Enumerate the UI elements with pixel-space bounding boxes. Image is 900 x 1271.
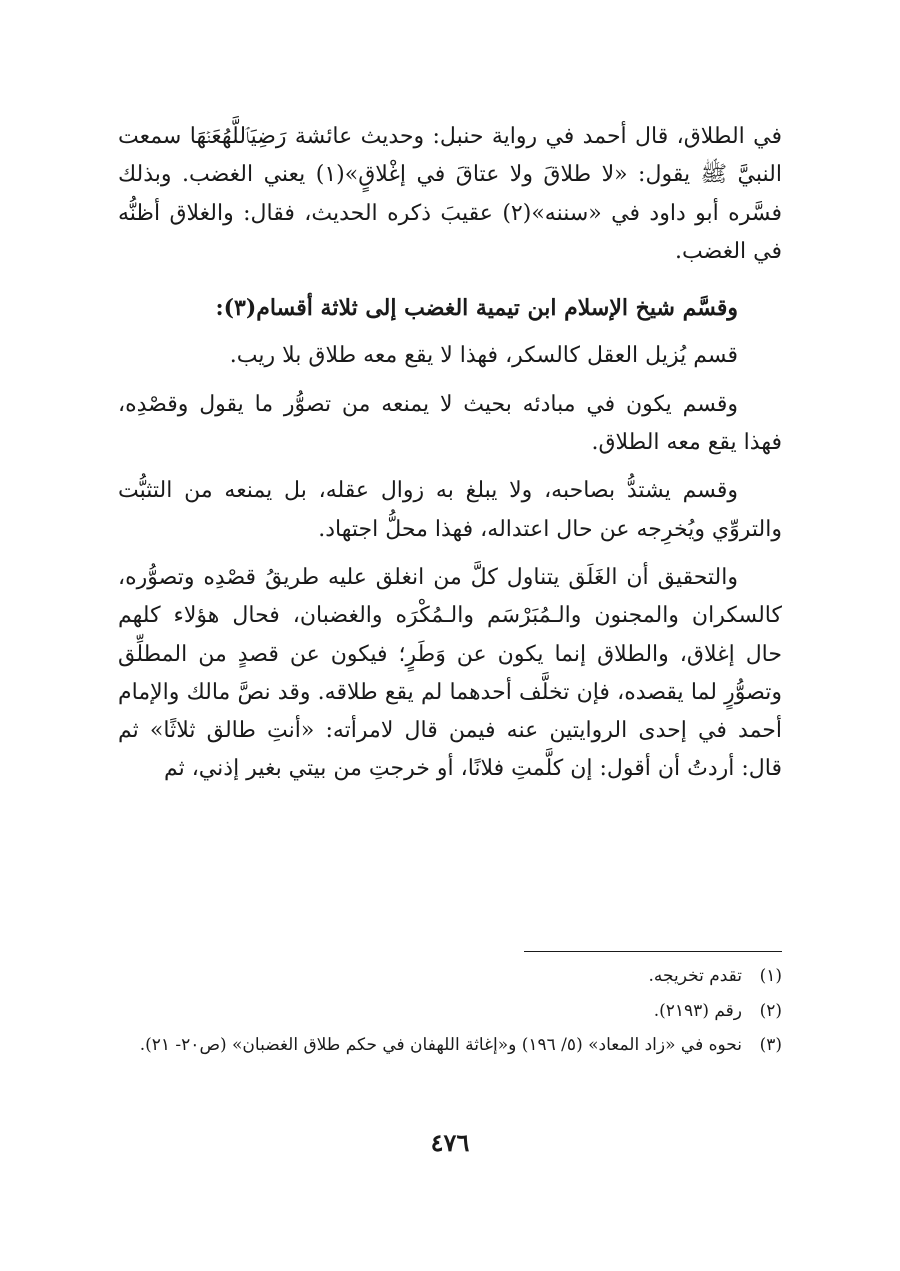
footnote-text: رقم (٢١٩٣). <box>653 1000 742 1021</box>
section-heading: وقسَّم شيخ الإسلام ابن تيمية الغضب إلى ثلاثة أقسام(٣): <box>215 295 738 322</box>
page-number: ٤٧٦ <box>430 1128 470 1157</box>
footnote-number: (٣) <box>759 1035 782 1055</box>
paragraph-3: وقسم يكون في مبادئه بحيث لا يمنعه من تصوُّر ما يقول وقصْدِه، فهذا يقع معه الطلاق. <box>118 391 782 456</box>
footnote-text: نحوه في «زاد المعاد» (٥/ ١٩٦) و«إغاثة اللهفان في حكم طلاق الغضبان» (ص٢٠- ٢١). <box>139 1035 742 1055</box>
paragraph-2: قسم يُزيل العقل كالسكر، فهذا لا يقع معه طلاق بلا ريب. <box>229 343 738 369</box>
footnote-2 <box>118 997 782 1026</box>
main-text <box>118 118 782 789</box>
paragraph-5: والتحقيق أن الغَلَق يتناول كلَّ من انغلق عليه طريقُ قصْدِه وتصوُّره، كالسكران والمجنون والـمُبَرْسَم والـمُكْرَه والغضبان، فحال هؤلاء كلهم حال إغلاق، والطلاق إنما يكون عن وَطَرٍ؛ فيكون عن قصدٍ من المطلِّق وتصوُّرٍ لما يقصده، فإن تخلَّف أحدهما لم يقع طلاقه. وقد نصَّ مالك والإمام أحمد في إحدى الروايتين عنه فيمن قال لامرأته: «أنتِ طالق ثلاثًا» ثم قال: أردتُ أن أقول: إن كلَّمتِ فلانًا، أو خرجتِ من بيتي بغير إذني، ثم <box>118 564 783 782</box>
footnote-3 <box>118 1031 782 1060</box>
footnotes <box>118 962 782 1066</box>
footnote-number: (١) <box>759 966 782 986</box>
footnote-text: تقدم تخريجه. <box>648 966 742 986</box>
footnote-1 <box>118 962 782 991</box>
paragraph-4: وقسم يشتدُّ بصاحبه، ولا يبلغ به زوال عقله، بل يمنعه من التثبُّت والتروِّي ويُخرِجه عن حال اعتداله، فهذا محلُّ اجتهاد. <box>118 478 782 542</box>
footnote-number: (٢) <box>759 1000 782 1021</box>
footnote-divider <box>524 951 782 952</box>
paragraph-1: في الطلاق، قال أحمد في رواية حنبل: وحديث عائشة رَضِيَٱللَّهُعَنۡهَا سمعت النبيَّ ﷺ يقول: «لا طلاقَ ولا عتاقَ في إغْلاقٍ»(١) يعني الغضب. وبذلك فسَّره أبو داود في «سننه»(٢) عقيبَ ذكره الحديث، فقال: والغلاق أظنُّه في الغضب. <box>118 124 782 264</box>
